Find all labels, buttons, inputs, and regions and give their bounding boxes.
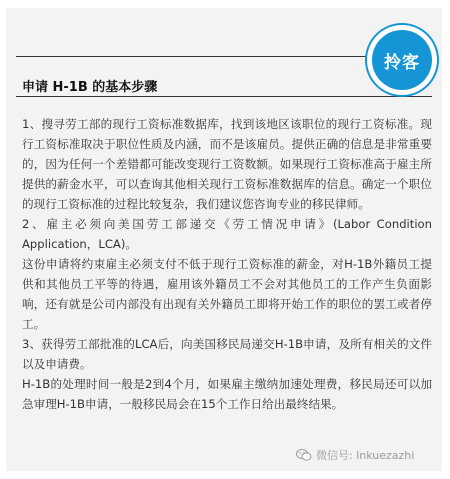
wechat-icon: [296, 448, 312, 462]
article-body: [22, 114, 432, 414]
wechat-watermark: [296, 447, 414, 463]
top-divider: [16, 56, 372, 57]
section-heading: 申请 H-1B 的基本步骤: [22, 80, 158, 95]
paragraph-step2: 2、雇主必须向美国劳工部递交《劳工情况申请》(Labor Condition Application，LCA)。: [22, 217, 432, 251]
paragraph-processing-time: H-1B的处理时间一般是2到4个月，如果雇主缴纳加速处理费，移民局还可以加急审理H-1B申请，一般移民局会在15个工作日给出最终结果。: [22, 377, 432, 411]
article-card: [6, 8, 442, 471]
heading-underline: [16, 96, 432, 97]
paragraph-lca-detail: 这份申请将约束雇主必须支付不低于现行工资标准的薪金，对H-1B外籍员工提供和其他员工平等的待遇，雇用该外籍员工不会对其他员工的工作产生负面影响，还有就是公司内部没有出现有关外籍员工即将开始工作的职位的罢工或者停工。: [22, 257, 432, 331]
brand-badge: 拎客: [372, 30, 432, 90]
paragraph-step1: 1、搜寻劳工部的现行工资标准数据库，找到该地区该职位的现行工资标准。现行工资标准取决于职位性质及内涵，而不是该雇员。提供正确的信息是非常重要的，因为任何一个差错都可能改变现行工资数额。如果现行工资标准高于雇主所提供的薪金水平，可以查询其他相关现行工资标准数据库的信息。确定一个职位的现行工资标准的过程比较复杂，我们建议您咨询专业的移民律师。: [22, 117, 432, 211]
watermark-text: 微信号: lnkuezazhi: [316, 449, 415, 462]
paragraph-step3: 3、获得劳工部批准的LCA后，向美国移民局递交H-1B申请，及所有相关的文件以及申请费。: [22, 337, 432, 371]
